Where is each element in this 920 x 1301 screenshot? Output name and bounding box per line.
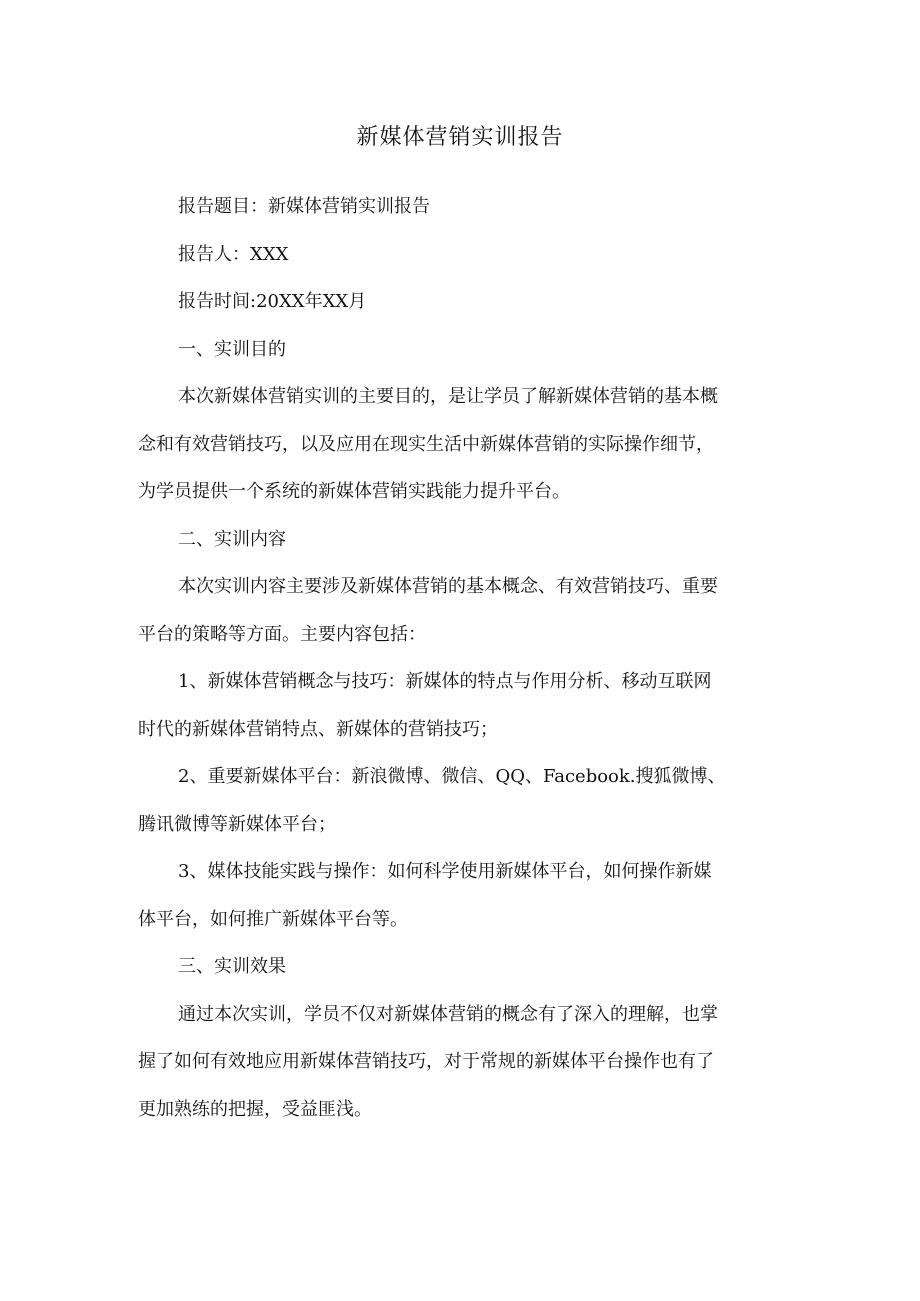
report-time-line: 报告时间:20XX年XX月 [178,291,367,312]
document-body [138,183,784,1133]
paragraph-line: 更加熟练的把握，受益匪浅。 [138,1098,372,1120]
paragraph-line: 通过本次实训，学员不仅对新媒体营销的概念有了深入的理解，也掌 [178,1003,718,1025]
list-item-line: 时代的新媒体营销特点、新媒体的营销技巧； [138,718,498,740]
paragraph-line: 为学员提供一个系统的新媒体营销实践能力提升平台。 [138,481,570,502]
paragraph-line: 本次实训内容主要涉及新媒体营销的基本概念、有效营销技巧、重要 [178,576,718,597]
reporter-line: 报告人：XXX [178,243,289,265]
list-item-line: 体平台，如何推广新媒体平台等。 [138,908,408,930]
document-title: 新媒体营销实训报告 [356,125,564,150]
list-item-line: 腾讯微博等新媒体平台； [138,813,336,835]
report-topic-line: 报告题目：新媒体营销实训报告 [178,196,430,217]
paragraph-line: 念和有效营销技巧，以及应用在现实生活中新媒体营销的实际操作细节， [138,433,714,455]
paragraph-line: 本次新媒体营销实训的主要目的，是让学员了解新媒体营销的基本概 [178,386,718,407]
list-item-line: 3、媒体技能实践与操作：如何科学使用新媒体平台，如何操作新媒 [178,861,712,882]
list-item-line: 1、新媒体营销概念与技巧：新媒体的特点与作用分析、移动互联网 [178,671,712,692]
paragraph-line: 握了如何有效地应用新媒体营销技巧，对于常规的新媒体平台操作也有了 [138,1051,714,1072]
list-item-line: 2、重要新媒体平台：新浪微博、微信、QQ、Facebook.搜狐微博、 [178,766,726,787]
section-heading-purpose: 一、实训目的 [178,338,286,360]
section-heading-content: 二、实训内容 [178,528,286,550]
paragraph-line: 平台的策略等方面。主要内容包括： [138,623,426,645]
section-heading-results: 三、实训效果 [178,956,286,977]
